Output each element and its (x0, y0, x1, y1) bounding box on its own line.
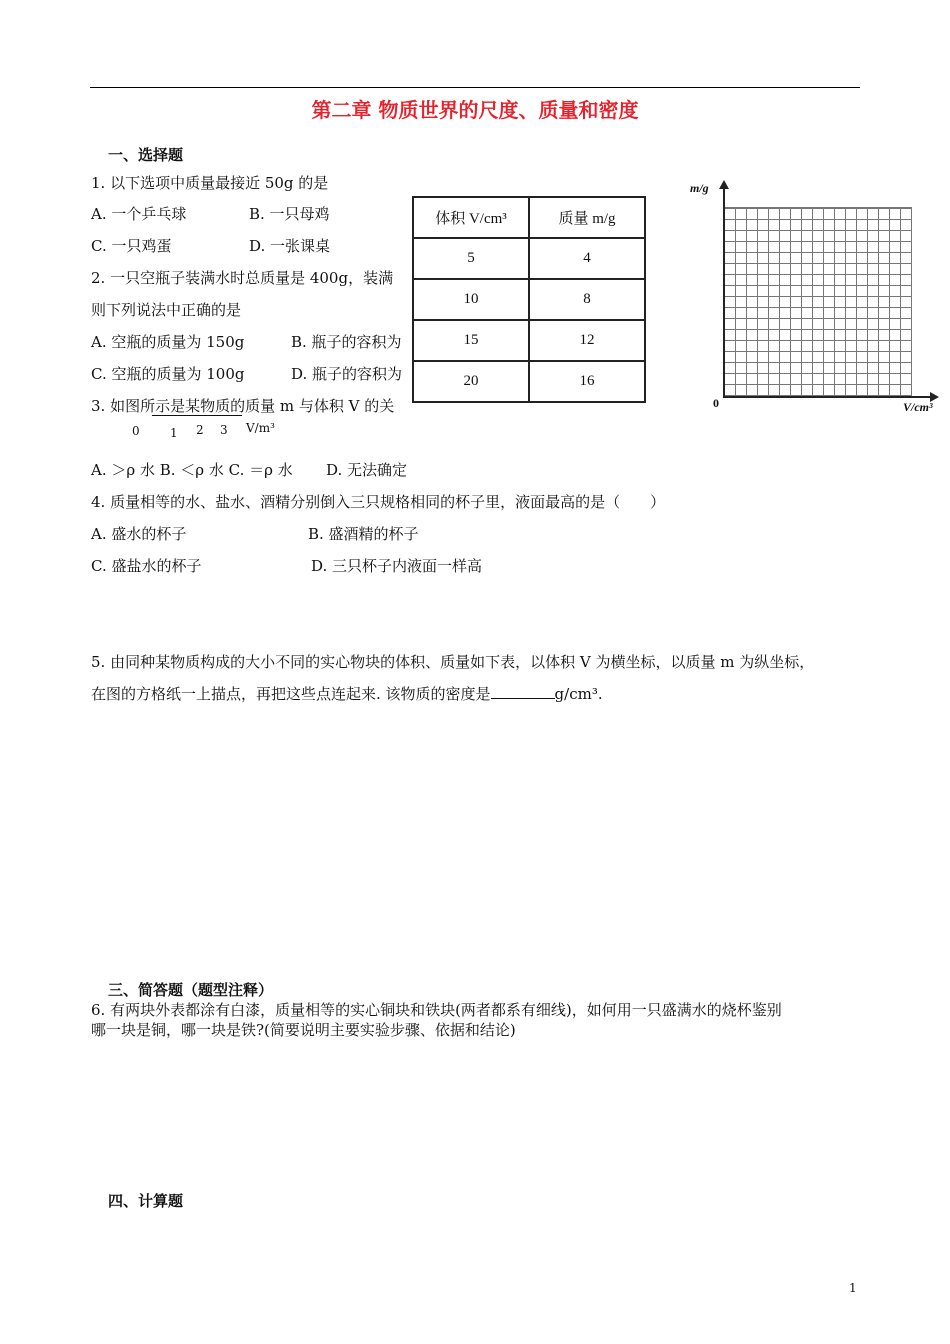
table-cell: 4 (529, 238, 645, 279)
q2-stem: 2. 一只空瓶子装满水时总质量是 400g，装满 (91, 269, 394, 287)
table-row (413, 279, 645, 320)
q3-option-d: D. 无法确定 (326, 461, 408, 479)
table-cell: 5 (413, 238, 529, 279)
q1-stem: 1. 以下选项中质量最接近 50g 的是 (91, 174, 329, 192)
graph-x-axis (723, 396, 933, 398)
q5-line-2 (91, 683, 603, 704)
table-header-mass: 质量 m/g (529, 197, 645, 238)
q3-tick-2: 2 (196, 423, 204, 437)
graph-origin: 0 (713, 396, 719, 410)
q2-option-d: D. 瓶子的容积为 (291, 365, 403, 383)
graph-y-axis (723, 186, 725, 398)
q2-option-c: C. 空瓶的质量为 100g (91, 365, 245, 383)
graph-grid (724, 207, 912, 398)
q3-tick-3: 3 (220, 423, 228, 437)
q4-option-a: A. 盛水的杯子 (91, 525, 187, 543)
section-choice: 一、选择题 (108, 146, 184, 164)
q2-option-b: B. 瓶子的容积为 (291, 333, 402, 351)
table-cell: 15 (413, 320, 529, 361)
q3-options: A. ＞ρ 水 B. ＜ρ 水 C. ＝ρ 水 (91, 461, 293, 479)
graph-x-label: V/cm³ (903, 400, 933, 414)
q6-line-1: 6. 有两块外表都涂有白漆，质量相等的实心铜块和铁块(两者都系有细线)，如何用一只盛满水的烧杯鉴别 (91, 1001, 782, 1019)
table-cell: 10 (413, 279, 529, 320)
q1-option-d: D. 一张课桌 (249, 237, 331, 255)
data-table (412, 196, 646, 403)
answer-blank[interactable] (491, 684, 555, 699)
q2-stem-2: 则下列说法中正确的是 (91, 301, 242, 319)
page-number: 1 (849, 1281, 857, 1295)
header-rule (90, 87, 860, 88)
q6-line-2: 哪一块是铜，哪一块是铁?(简要说明主要实验步骤、依据和结论) (91, 1021, 516, 1039)
q3-tick-0: 0 (132, 424, 140, 438)
q5-line-2-text: 在图的方格纸一上描点，再把这些点连起来. 该物质的密度是 (91, 685, 491, 703)
q2-option-a: A. 空瓶的质量为 150g (91, 333, 245, 351)
table-header-row (413, 197, 645, 238)
table-cell: 12 (529, 320, 645, 361)
q3-stem: 3. 如图所示是某物质的质量 m 与体积 V 的关 (91, 397, 395, 415)
table-cell: 16 (529, 361, 645, 402)
table-row (413, 320, 645, 361)
section-short-answer: 三、简答题（题型注释） (108, 981, 274, 999)
q4-option-d: D. 三只杯子内液面一样高 (311, 557, 483, 575)
q4-stem: 4. 质量相等的水、盐水、酒精分别倒入三只规格相同的杯子里，液面最高的是（ ） (91, 493, 666, 511)
q4-option-c: C. 盛盐水的杯子 (91, 557, 202, 575)
table-header-volume: 体积 V/cm³ (413, 197, 529, 238)
table-cell: 8 (529, 279, 645, 320)
arrow-up-icon (719, 180, 729, 189)
q1-option-a: A. 一个乒乓球 (91, 205, 187, 223)
graph-y-label: m/g (690, 181, 709, 195)
q5-line-1: 5. 由同种某物质构成的大小不同的实心物块的体积、质量如下表，以体积 V 为横坐标，以质量 m 为纵坐标， (91, 653, 815, 671)
page-title: 第二章 物质世界的尺度、质量和密度 (311, 98, 639, 122)
q1-option-b: B. 一只母鸡 (249, 205, 330, 223)
q3-tick-1: 1 (170, 426, 178, 440)
q4-option-b: B. 盛酒精的杯子 (308, 525, 419, 543)
table-cell: 20 (413, 361, 529, 402)
q5-unit: g/cm³. (554, 685, 603, 703)
table-row (413, 238, 645, 279)
q1-option-c: C. 一只鸡蛋 (91, 237, 172, 255)
q3-axis-unit: V/m³ (246, 421, 275, 435)
q3-axis-line (152, 415, 242, 416)
section-calculation: 四、计算题 (108, 1192, 184, 1210)
table-row (413, 361, 645, 402)
